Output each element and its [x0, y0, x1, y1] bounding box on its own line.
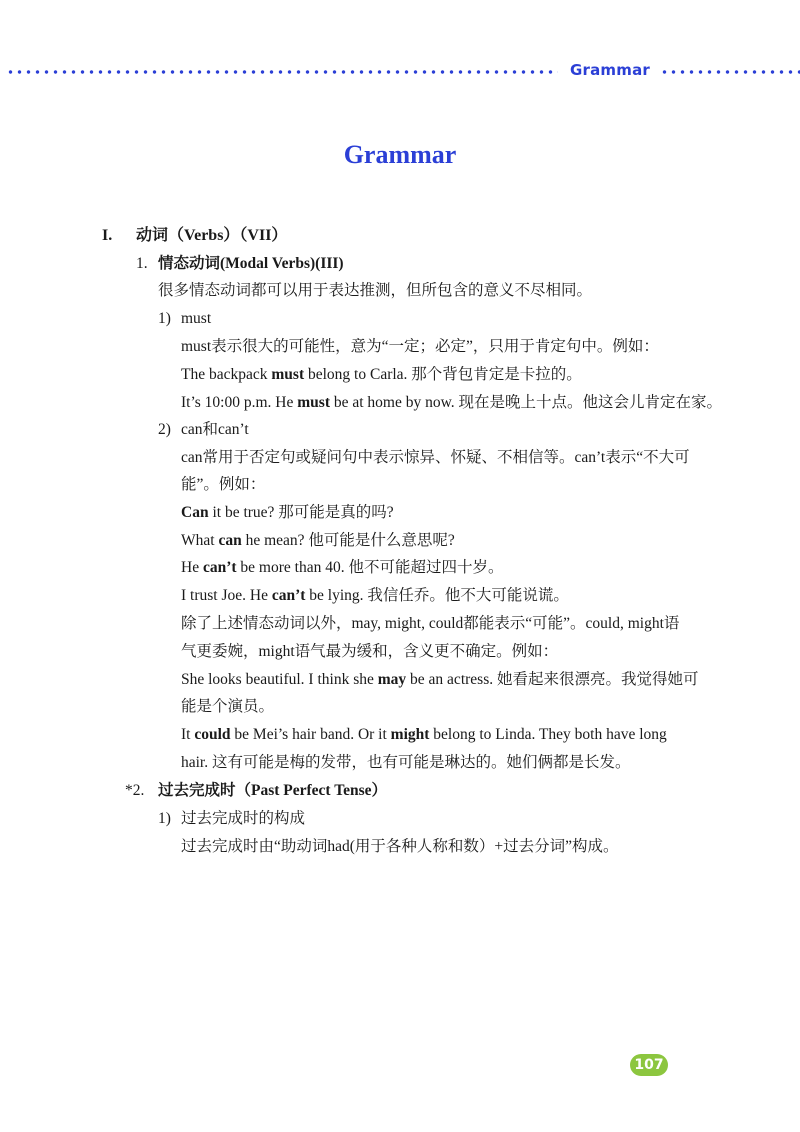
explanation-text: 除了上述情态动词以外，may, might, could都能表示“可能”。could, might语 — [181, 615, 680, 632]
page-number-badge: 107 — [630, 1054, 668, 1076]
example-sentence: It could be Mei’s hair band. Or it might belong to Linda. They both have long — [181, 726, 667, 743]
item-marker: 2) — [158, 421, 171, 438]
subsection-intro: 很多情态动词都可以用于表达推测，但所包含的意义不尽相同。 — [158, 282, 593, 299]
explanation-text: must表示很大的可能性，意为“一定；必定”，只用于肯定句中。例如： — [181, 338, 659, 355]
running-title: Grammar — [570, 61, 651, 79]
explanation-text: can常用于否定句或疑问句中表示惊异、怀疑、不相信等。can’t表示“不大可 — [181, 449, 690, 466]
subsection-marker: 1. — [136, 255, 148, 272]
example-sentence: It’s 10:00 p.m. He must be at home by now. 现在是晚上十点。他这会儿肯定在家。 — [181, 394, 723, 411]
example-sentence: Can it be true? 那可能是真的吗? — [181, 504, 394, 521]
explanation-text: 过去完成时由“助动词had(用于各种人称和数）+过去分词”构成。 — [181, 838, 619, 855]
item-marker: 1) — [158, 310, 171, 327]
example-sentence: 能是个演员。 — [181, 698, 275, 715]
example-sentence: She looks beautiful. I think she may be an actress. 她看起来很漂亮。我觉得她可 — [181, 671, 699, 688]
subsection-title: 情态动词(Modal Verbs)(III) — [158, 255, 344, 272]
item-marker: 1) — [158, 810, 171, 827]
page-title: Grammar — [343, 140, 457, 169]
running-header — [0, 61, 800, 80]
section-marker: I. — [102, 227, 113, 244]
item-label: must — [181, 310, 212, 327]
subsection-title: 过去完成时（Past Perfect Tense） — [158, 782, 388, 799]
header-dots-right — [660, 70, 800, 74]
header-dots-left — [6, 70, 558, 74]
example-sentence: I trust Joe. He can’t be lying. 我信任乔。他不大可能说谎。 — [181, 587, 569, 604]
section-title: 动词（Verbs）（VII） — [136, 227, 288, 244]
item-label: 过去完成时的构成 — [181, 810, 306, 827]
example-sentence: What can he mean? 他可能是什么意思呢? — [181, 532, 455, 549]
example-sentence: The backpack must belong to Carla. 那个背包肯定是卡拉的。 — [181, 366, 582, 383]
subsection-marker: *2. — [125, 782, 145, 799]
explanation-text: 能”。例如： — [181, 476, 266, 493]
example-sentence: He can’t be more than 40. 他不可能超过四十岁。 — [181, 559, 504, 576]
explanation-text: 气更委婉，might语气最为缓和，含义更不确定。例如： — [181, 643, 559, 660]
example-sentence: hair. 这有可能是梅的发带，也有可能是琳达的。她们俩都是长发。 — [181, 754, 631, 771]
item-label: can和can’t — [181, 421, 249, 438]
